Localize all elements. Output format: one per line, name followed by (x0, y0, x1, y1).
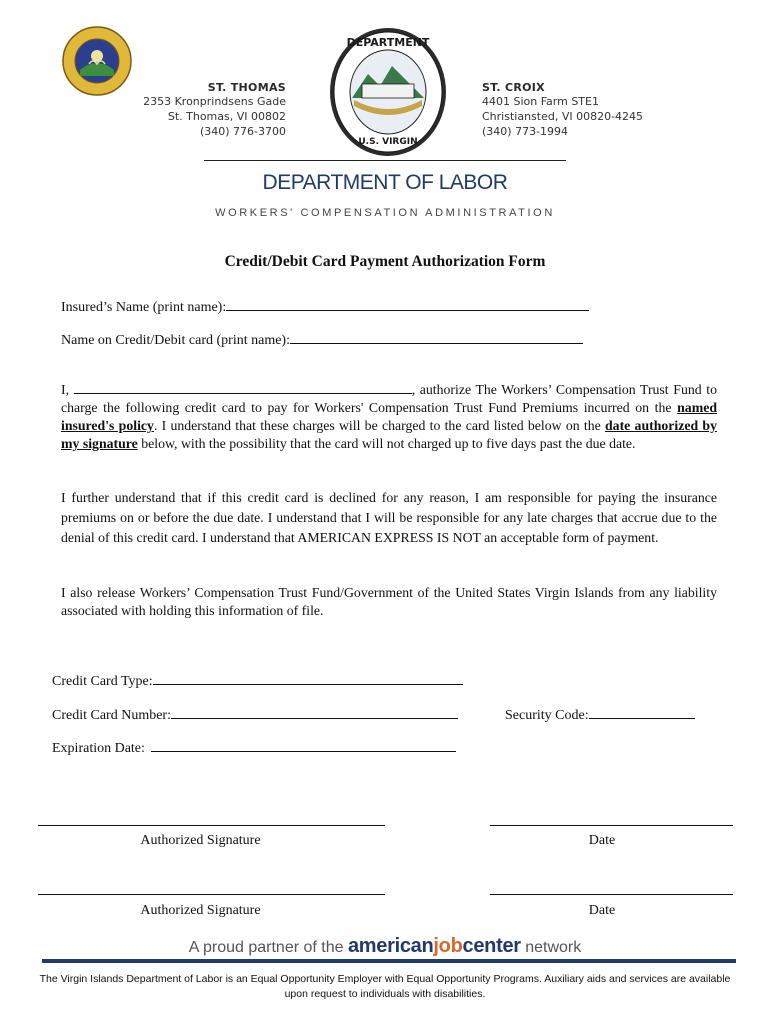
st-croix-title: ST. CROIX (482, 81, 545, 94)
responsibility-paragraph: I further understand that if this credit card is declined for any reason, I am responsible for paying the insurance premiums on or before the due date. I understand that I will be responsible for any late charges that accrue due to the denial of this credit card. I understand that AMERICAN EXPRESS IS NOT an acceptable form of payment. (61, 490, 717, 545)
svg-text:U.S. VIRGIN: U.S. VIRGIN (358, 137, 418, 147)
release-paragraph: I also release Workers’ Compensation Trust Fund/Government of the United States Virgin Islands from any liability associated with holding this information of file. (61, 585, 717, 618)
department-of-labor-seal-icon (328, 26, 448, 158)
equal-opportunity-notice: The Virgin Islands Department of Labor is an Equal Opportunity Employer with Equal Opportunity Programs. Auxiliary aids and services are available upon request to individuals with disabilities. (39, 973, 731, 1000)
para1-text-c: below, with the possibility that the card will not charged up to five days past the due date. (141, 436, 636, 451)
named-insured-policy-text: named insured's policy (61, 400, 717, 433)
logo-center: center (462, 935, 521, 957)
expiration-label: Expiration Date: (52, 741, 145, 756)
partner-banner (0, 935, 770, 958)
authorizer-name-field[interactable] (74, 380, 412, 394)
card-type-field[interactable] (153, 670, 463, 685)
logo-american: american (347, 935, 434, 957)
signature-line-2[interactable] (38, 894, 385, 895)
date-label-2: Date (588, 903, 616, 918)
para1-text-a: , authorize The Workers’ Compensation Trust Fund to charge the following credit card to pay for Workers' Compensation Trust Fund Premiums incurred on the (61, 382, 717, 415)
department-subtitle: WORKERS' COMPENSATION ADMINISTRATION (215, 207, 555, 219)
st-thomas-title: ST. THOMAS (207, 81, 286, 94)
st-croix-address1: 4401 Sion Farm STE1 (482, 95, 599, 108)
card-name-row (61, 329, 583, 349)
st-thomas-office (143, 81, 286, 139)
partner-suffix: network (525, 939, 582, 956)
american-job-center-logo (348, 935, 521, 957)
partner-prefix: A proud partner of the (188, 939, 344, 956)
card-name-label: Name on Credit/Debit card (print name): (61, 333, 290, 348)
form-title: Credit/Debit Card Payment Authorization Form (224, 253, 546, 270)
date-line-1[interactable] (490, 825, 733, 826)
security-code-label: Security Code: (505, 708, 589, 723)
card-number-field[interactable] (171, 704, 458, 719)
st-thomas-address2: St. Thomas, VI 00802 (167, 110, 286, 123)
st-croix-phone: (340) 773-1994 (482, 125, 569, 138)
para1-start: I, (61, 382, 70, 397)
svg-text:DEPARTMENT: DEPARTMENT (346, 36, 430, 49)
card-type-label: Credit Card Type: (52, 674, 153, 689)
para1-text-b: . I understand that these charges will be charged to the card listed below on the (153, 418, 601, 433)
date-authorized-text: date authorized by my signature (61, 418, 717, 451)
st-thomas-address1: 2353 Kronprindsens Gade (143, 95, 286, 108)
department-title: DEPARTMENT OF LABOR (262, 171, 508, 194)
card-name-field[interactable] (290, 329, 583, 344)
signature-label-1: Authorized Signature (140, 833, 261, 848)
date-line-2[interactable] (490, 894, 733, 895)
insured-name-row (61, 296, 589, 316)
card-number-row (52, 704, 458, 724)
insured-name-field[interactable] (226, 296, 589, 311)
header-divider (204, 160, 566, 161)
security-code-field[interactable] (589, 704, 695, 719)
signature-label-2: Authorized Signature (140, 903, 261, 918)
insured-name-label: Insured’s Name (print name): (61, 300, 227, 315)
st-croix-office (482, 81, 643, 139)
footer-divider (42, 959, 736, 963)
government-seal-icon (62, 26, 132, 96)
logo-job: job (433, 935, 463, 957)
card-number-label: Credit Card Number: (52, 708, 171, 723)
st-croix-address2: Christiansted, VI 00820-4245 (482, 110, 644, 123)
expiration-field[interactable] (151, 737, 456, 752)
st-thomas-phone: (340) 776-3700 (199, 125, 286, 138)
expiration-row (52, 737, 456, 757)
signature-line-1[interactable] (38, 825, 385, 826)
security-code-row (505, 704, 695, 724)
authorization-paragraph (61, 380, 717, 453)
card-type-row (52, 670, 463, 690)
date-label-1: Date (588, 833, 616, 848)
